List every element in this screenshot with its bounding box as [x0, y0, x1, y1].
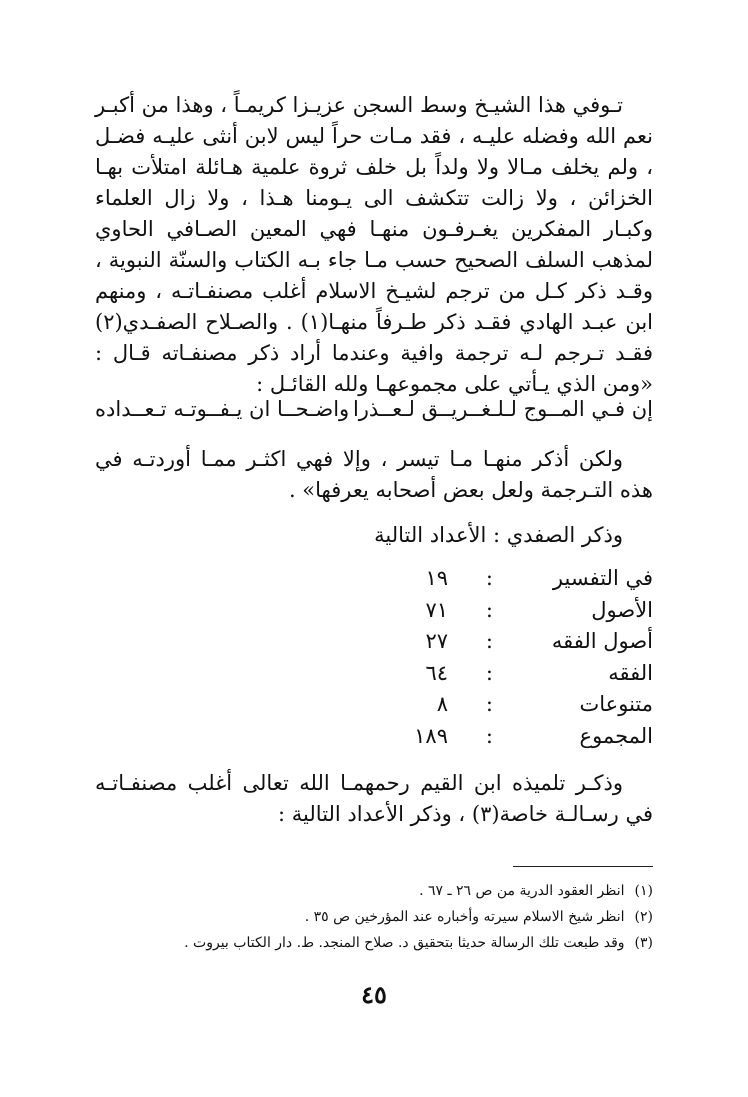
count-colon: : [485, 660, 493, 685]
count-colon: : [485, 723, 493, 748]
count-value: ١٩ [425, 566, 448, 590]
page-number: ٤٥ [361, 980, 387, 1009]
count-row [353, 626, 653, 658]
count-value: ١٨٩ [414, 723, 448, 748]
footnotes [93, 878, 653, 956]
counts-intro: وذكر الصفدي : الأعداد التالية [374, 523, 623, 547]
footnote-text: انظر العقود الدرية من ص ٢٦ ـ ٦٧ . [419, 883, 625, 899]
count-colon: : [485, 629, 493, 653]
paragraph-2: ولكن أذكر منهـا مـا تيسر ، وإلا فهي اكثـر ممـا أوردتـه في هذه التـرجمة ولعل بعض أصحابه يعرفها» . [95, 447, 653, 502]
count-label: متنوعات [579, 692, 653, 716]
count-value: ٧١ [425, 597, 448, 622]
count-colon: : [485, 597, 493, 622]
count-row [353, 658, 653, 690]
footnote-1 [93, 878, 653, 904]
count-colon: : [485, 692, 493, 716]
count-value: ٦٤ [425, 660, 448, 685]
count-label: أصول الفقه [551, 629, 653, 653]
footnote-number: (١) [634, 883, 653, 899]
footnote-2 [93, 904, 653, 930]
footnote-text: وقد طبعت تلك الرسالة حديثا بتحقيق د. صلاح المنجد. ط. دار الكتاب بيروت . [184, 935, 625, 951]
count-value: ٨ [436, 692, 448, 716]
count-value: ٢٧ [425, 629, 448, 653]
count-label: في التفسير [552, 566, 653, 590]
count-row [353, 563, 653, 595]
paragraph-3: وذكـر تلميذه ابن القيم رحمهمـا الله تعالى أغلب مصنفـاتـه في رسـالـة خاصة(٣) ، وذكر الأعداد التالية : [95, 771, 653, 826]
count-row [353, 689, 653, 721]
poem-second-hemistich: واضـحــا ان يـفــوتـه تـعــداده [95, 397, 350, 421]
count-label: المجموع [579, 723, 653, 748]
poem-verse [95, 392, 653, 426]
footnote-number: (٢) [634, 909, 653, 925]
poem-first-hemistich: إن فـي المــوج لـلـغــريــق لـعــذرا [352, 397, 653, 421]
footnote-3 [93, 930, 653, 956]
count-label: الأصول [591, 597, 653, 622]
footnote-number: (٣) [634, 935, 653, 951]
count-label: الفقه [608, 660, 653, 685]
count-row-total [353, 721, 653, 753]
count-row [353, 595, 653, 627]
counts-table [353, 563, 653, 752]
count-colon: : [485, 566, 493, 590]
footnote-divider [513, 866, 653, 867]
paragraph-1: تـوفي هذا الشيـخ وسط السجن عزيـزا كريمـاً ، وهذا من أكبـر نعم الله وفضله عليـه ، فقد مـات حراً ليس لابن أنثى عليـه فضـل ، ولم يخلف مـالا ولا ولداً بل خلف ثروة علمية هـائلة امتلأت بهـا الخزائن ، ولا زالت تتكشف الى يـومنا هـذا ، ولا زال العلماء وكبـار المفكرين يغـرفـون منهـا فهي المعين الصـافي الحاوي لمذهب السلف الصحيح حسب مـا جاء بـه الكتاب والسنّة النبوية ، وقـد ذكر كـل من ترجم لشيـخ الاسلام أغلب مصنفـاتـه ، ومنهم ابن عبـد الهادي فقـد ذكر طـرفاً منهـا(١) . والصـلاح الصفـدي(٢) فقـد تـرجم لـه ترجمة وافية وعندما أراد ذكر مصنفـاته قـال : «ومن الذي يـأتي على مجموعهـا ولله القائـل : [95, 93, 653, 396]
footnote-text: انظر شيخ الاسلام سيرته وأخباره عند المؤرخين ص ٣٥ . [304, 909, 625, 925]
